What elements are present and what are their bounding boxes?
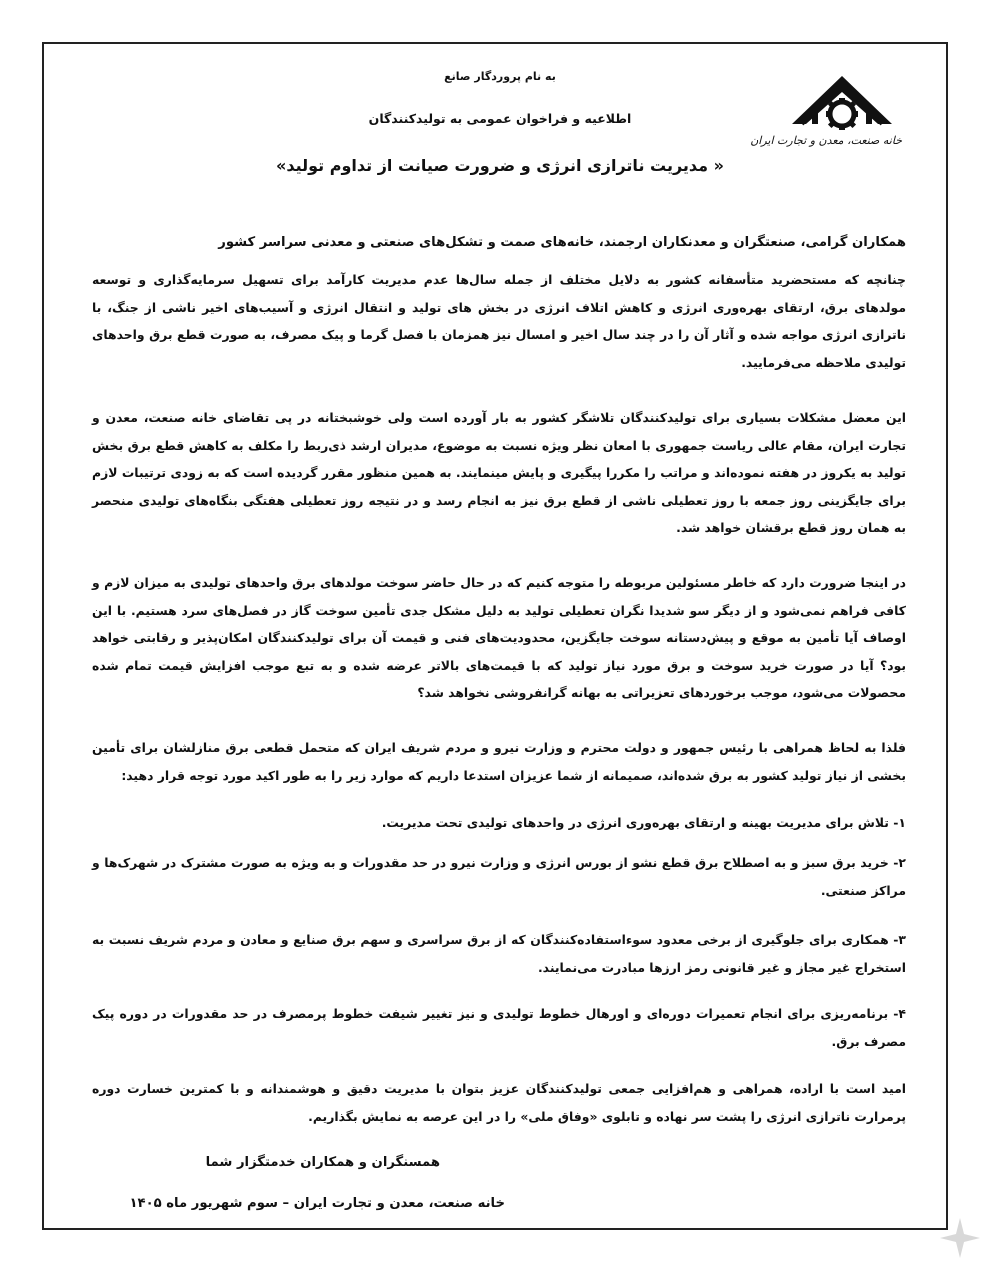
list-item-4: ۴- برنامه‌ریزی برای انجام تعمیرات دوره‌ای و اورهال خطوط تولیدی و نیز تغییر شیفت خطوط پرمصرف در حد مقدورات در دوره پیک مصرف برق. <box>92 1006 906 1049</box>
corner-watermark <box>930 1208 990 1268</box>
paragraph-3: در اینجا ضرورت دارد که خاطر مسئولین مربوطه را متوجه کنیم که در حال حاضر سوخت مولدهای برق واحدهای تولیدی به میزان لازم و کافی فراهم نمی‌شود و از دیگر سو شدیدا نگران تعطیلی تولید به دلیل مشکل جدی تأمین سوخت گاز در فصل‌های سرد هستیم. با این اوصاف آیا تأمین به موقع و پیش‌دستانه سوخت جایگزین، محدودیت‌های فنی و قیمت آن برای تولیدکنندگان امکان‌پذیر و رقابتی خواهد بود؟ آیا در صورت خرید سوخت و برق مورد نیاز تولید که با قیمت‌های بالاتر عرضه شده و به تبع موجب افزایش قیمت تمام شده محصولات می‌شود، موجب برخوردهای تعزیراتی به بهانه گرانفروشی نخواهد شد؟ <box>92 575 906 700</box>
paragraph-4: فلذا به لحاظ همراهی با رئیس جمهور و دولت محترم و وزارت نیرو و مردم شریف ایران که متحمل قطعی برق منازلشان برای تأمین بخشی از نیاز تولید کشور به برق شده‌اند، صمیمانه از شما عزیزان استدعا داریم که موارد زیر را به طور اکید مورد توجه قرار دهید: <box>92 740 906 783</box>
list-item-1: ۱- تلاش برای مدیریت بهینه و ارتقای بهره‌وری انرژی در واحدهای تولیدی تحت مدیریت. <box>381 815 906 830</box>
paragraph-1: چنانچه که مستحضرید متأسفانه کشور به دلایل مختلف از جمله سال‌ها عدم مدیریت کارآمد برای تسهیل سرمایه‌گذاری و توسعه مولدهای برق، ارتقای بهره‌وری انرژی و کاهش اتلاف انرژی در بخش های تولید و انتقال انرژی و آسیب‌های اخیر ناشی از جنگ، با ناترازی انرژی مواجه شده و آثار آن را در چند سال اخیر و امسال نیز همزمان با فصل گرما و پیک مصرف، به صورت قطع برق واحدهای تولیدی ملاحظه می‌فرمایید. <box>92 272 906 370</box>
closing-paragraph: امید است با اراده، همراهی و هم‌افزایی جمعی تولیدکنندگان عزیز بتوان با مدیریت دقیق و هوشمندانه و با کمترین خسارت دوره پرمرارت ناترازی انرژی را پشت سر نهاده و تابلوی «وفاق ملی» را در این عرصه به نمایش بگذاریم. <box>92 1081 906 1124</box>
document-title: « مدیریت ناترازی انرژی و ضرورت صیانت از تداوم تولید» <box>276 156 724 175</box>
signature-line-1: همسنگران و همکاران خدمتگزار شما <box>205 1155 440 1170</box>
list-item-2: ۲- خرید برق سبز و به اصطلاح برق قطع نشو از بورس انرژی و وزارت نیرو در حد مقدورات و به ویژه به صورت مشترک در شهرک‌ها و مراکز صنعتی. <box>92 855 906 898</box>
signature-line-2: خانه صنعت، معدن و تجارت ایران – سوم شهریور ماه ۱۴۰۵ <box>129 1196 505 1211</box>
salutation-line: همکاران گرامی، صنعتگران و معدنکاران ارجمند، خانه‌های صمت و تشکل‌های صنعتی و معدنی سراسر کشور <box>218 235 906 250</box>
paragraph-2: این معضل مشکلات بسیاری برای تولیدکنندگان تلاشگر کشور به بار آورده است ولی خوشبختانه در پی تقاضای خانه صنعت، معدن و تجارت ایران، مقام عالی ریاست جمهوری با امعان نظر ویژه نسبت به موضوع، مدیران ارشد ذی‌ربط را مکلف به کاهش قطع برق بخش تولید به یکروز در هفته نموده‌اند و مراتب را مکررا پیگیری و پایش مینمایند. به همین منظور مقرر گردیده است که به زودی ترتیبات لازم برای جایگزینی روز جمعه با روز تعطیلی ناشی از قطع برق نیز به انجام رسد و در نتیجه روز تعطیلی هفتگی بنگاه‌های تولیدی منحصر به همان روز قطع برقشان خواهد شد. <box>92 410 906 535</box>
document-subtitle: اطلاعیه و فراخوان عمومی به تولیدکنندگان <box>368 111 632 126</box>
list-item-3: ۳- همکاری برای جلوگیری از برخی معدود سوءاستفاده‌کنندگان که از برق سراسری و سهم برق صنایع و معادن و مردم شریف نسبت به استخراج غیر مجاز و غیر قانونی رمز ارزها مبادرت می‌نمایند. <box>92 932 906 975</box>
logo-caption: خانه صنعت، معدن و تجارت ایران <box>750 134 902 147</box>
sparkle-icon <box>930 1208 990 1268</box>
basmala-heading: به نام پروردگار صانع <box>444 70 556 83</box>
